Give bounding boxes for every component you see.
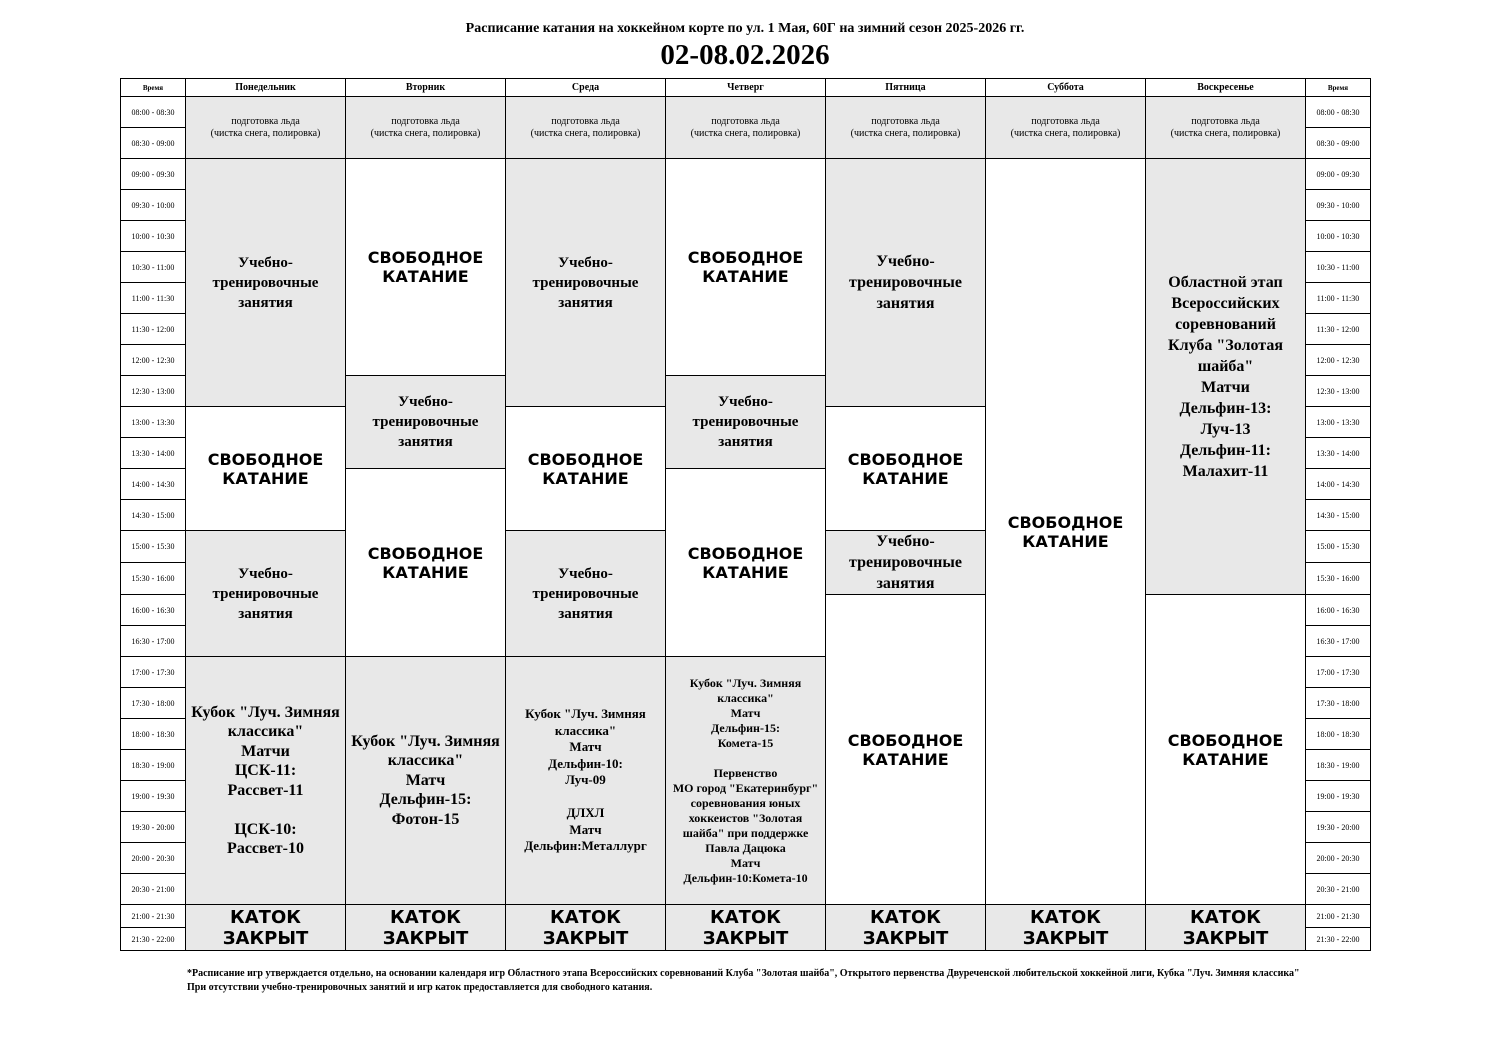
time-cell-right: 21:00 - 21:30 [1306,905,1371,928]
time-cell-left: 12:30 - 13:00 [121,376,186,407]
slot-prep-sunday: подготовка льда (чистка снега, полировка) [1146,97,1306,159]
day-header-friday: Пятница [826,79,986,97]
time-cell-left: 18:30 - 19:00 [121,750,186,781]
slot-prep-thursday: подготовка льда (чистка снега, полировка) [666,97,826,159]
time-cell-right: 10:30 - 11:00 [1306,252,1371,283]
slot-free-tuesday-am: СВОБОДНОЕ КАТАНИЕ [346,159,506,376]
time-cell-right: 19:00 - 19:30 [1306,781,1371,812]
day-header-saturday: Суббота [986,79,1146,97]
time-cell-left: 17:30 - 18:00 [121,688,186,719]
time-cell-left: 13:00 - 13:30 [121,407,186,438]
slot-closed-friday: КАТОК ЗАКРЫТ [826,905,986,951]
time-cell-left: 14:30 - 15:00 [121,500,186,531]
time-cell-left: 19:00 - 19:30 [121,781,186,812]
time-header-left: Время [121,79,186,97]
time-cell-right: 13:00 - 13:30 [1306,407,1371,438]
slot-closed-tuesday: КАТОК ЗАКРЫТ [346,905,506,951]
page-title: Расписание катания на хоккейном корте по ул. 1 Мая, 60Г на зимний сезон 2025-2026 гг. [465,21,1025,36]
time-cell-left: 11:30 - 12:00 [121,314,186,345]
slot-cup-tuesday: Кубок "Луч. Зимняя классика" Матч Дельфин-15: Фотон-15 [346,657,506,905]
time-cell-right: 12:30 - 13:00 [1306,376,1371,407]
slot-closed-thursday: КАТОК ЗАКРЫТ [666,905,826,951]
time-cell-right: 08:00 - 08:30 [1306,97,1371,128]
time-cell-left: 21:00 - 21:30 [121,905,186,928]
time-cell-left: 10:00 - 10:30 [121,221,186,252]
time-cell-right: 17:00 - 17:30 [1306,657,1371,688]
slot-training-wednesday-am: Учебно- тренировочные занятия [506,159,666,407]
time-cell-right: 13:30 - 14:00 [1306,438,1371,469]
day-header-wednesday: Среда [506,79,666,97]
time-cell-right: 10:00 - 10:30 [1306,221,1371,252]
time-cell-left: 13:30 - 14:00 [121,438,186,469]
time-cell-left: 08:30 - 09:00 [121,128,186,159]
time-cell-left: 12:00 - 12:30 [121,345,186,376]
time-cell-left: 20:30 - 21:00 [121,874,186,905]
slot-free-saturday: СВОБОДНОЕ КАТАНИЕ [986,159,1146,905]
time-cell-right: 16:00 - 16:30 [1306,595,1371,626]
day-header-monday: Понедельник [186,79,346,97]
slot-prep-tuesday: подготовка льда (чистка снега, полировка) [346,97,506,159]
time-cell-right: 20:30 - 21:00 [1306,874,1371,905]
time-cell-right: 11:00 - 11:30 [1306,283,1371,314]
slot-free-thursday-am: СВОБОДНОЕ КАТАНИЕ [666,159,826,376]
schedule-table [120,78,1371,951]
footnote [187,967,1367,995]
slot-free-sunday-evening: СВОБОДНОЕ КАТАНИЕ [1146,595,1306,905]
time-cell-left: 18:00 - 18:30 [121,719,186,750]
time-header-right: Время [1306,79,1371,97]
slot-prep-saturday: подготовка льда (чистка снега, полировка) [986,97,1146,159]
time-cell-left: 15:30 - 16:00 [121,563,186,595]
slot-free-thursday-pm: СВОБОДНОЕ КАТАНИЕ [666,469,826,657]
slot-training-friday-pm: Учебно- тренировочные занятия [826,531,986,595]
time-cell-left: 09:30 - 10:00 [121,190,186,221]
day-header-sunday: Воскресенье [1146,79,1306,97]
time-cell-right: 15:30 - 16:00 [1306,563,1371,595]
time-cell-right: 09:30 - 10:00 [1306,190,1371,221]
time-cell-right: 09:00 - 09:30 [1306,159,1371,190]
time-cell-left: 21:30 - 22:00 [121,928,186,951]
header-row [121,79,1371,97]
slot-training-monday-am: Учебно- тренировочные занятия [186,159,346,407]
time-cell-right: 20:00 - 20:30 [1306,843,1371,874]
time-cell-left: 19:30 - 20:00 [121,812,186,843]
slot-regional-sunday: Областной этап Всероссийских соревнований Клуба "Золотая шайба" Матчи Дельфин-13: Луч-13 Дельфин-11: Малахит-11 [1146,159,1306,595]
day-header-tuesday: Вторник [346,79,506,97]
slot-closed-monday: КАТОК ЗАКРЫТ [186,905,346,951]
time-cell-right: 16:30 - 17:00 [1306,626,1371,657]
time-cell-right: 21:30 - 22:00 [1306,928,1371,951]
time-cell-left: 16:30 - 17:00 [121,626,186,657]
slot-prep-friday: подготовка льда (чистка снега, полировка) [826,97,986,159]
footnote-schedule-note: *Расписание игр утверждается отдельно, на основании календаря игр Областного этапа Всероссийских соревнований Клуба "Золотая шайба", Открытого первенства Двуреченской любительской хоккейной лиги, Кубка "Луч. Зимняя классика" [187,968,1300,979]
slot-free-tuesday-pm: СВОБОДНОЕ КАТАНИЕ [346,469,506,657]
time-cell-left: 20:00 - 20:30 [121,843,186,874]
time-cell-right: 08:30 - 09:00 [1306,128,1371,159]
time-cell-right: 19:30 - 20:00 [1306,812,1371,843]
time-cell-left: 10:30 - 11:00 [121,252,186,283]
slot-training-tuesday-midday: Учебно- тренировочные занятия [346,376,506,469]
time-cell-right: 14:30 - 15:00 [1306,500,1371,531]
time-cell-left: 14:00 - 14:30 [121,469,186,500]
slot-prep-wednesday: подготовка льда (чистка снега, полировка) [506,97,666,159]
time-cell-left: 16:00 - 16:30 [121,595,186,626]
time-cell-right: 14:00 - 14:30 [1306,469,1371,500]
time-cell-right: 11:30 - 12:00 [1306,314,1371,345]
slot-cup-wednesday: Кубок "Луч. Зимняя классика" Матч Дельфин-10: Луч-09 ДЛХЛ Матч Дельфин:Металлург [506,657,666,905]
time-cell-left: 09:00 - 09:30 [121,159,186,190]
time-cell-right: 18:00 - 18:30 [1306,719,1371,750]
time-cell-left: 11:00 - 11:30 [121,283,186,314]
slot-prep-monday: подготовка льда (чистка снега, полировка) [186,97,346,159]
time-cell-left: 08:00 - 08:30 [121,97,186,128]
slot-free-monday-midday: СВОБОДНОЕ КАТАНИЕ [186,407,346,531]
time-cell-right: 15:00 - 15:30 [1306,531,1371,563]
time-cell-left: 15:00 - 15:30 [121,531,186,563]
slot-training-friday-am: Учебно- тренировочные занятия [826,159,986,407]
slot-training-thursday-midday: Учебно- тренировочные занятия [666,376,826,469]
slot-closed-sunday: КАТОК ЗАКРЫТ [1146,905,1306,951]
time-cell-right: 12:00 - 12:30 [1306,345,1371,376]
slot-cup-thursday: Кубок "Луч. Зимняя классика" Матч Дельфин-15: Комета-15 Первенство МО город "Екатеринбург" соревнования юных хоккеистов "Золотая шайба" при поддержке Павла Дацюка Матч Дельфин-10:Комета-10 [666,657,826,905]
time-cell-right: 18:30 - 19:00 [1306,750,1371,781]
footnote-free-skating-note: При отсутствии учебно-тренировочных занятий и игр каток предоставляется для свободного катания. [187,982,653,993]
slot-closed-saturday: КАТОК ЗАКРЫТ [986,905,1146,951]
slot-cup-monday: Кубок "Луч. Зимняя классика" Матчи ЦСК-11: Рассвет-11 ЦСК-10: Рассвет-10 [186,657,346,905]
slot-training-wednesday-pm: Учебно- тренировочные занятия [506,531,666,657]
day-header-thursday: Четверг [666,79,826,97]
slot-training-monday-pm: Учебно- тренировочные занятия [186,531,346,657]
slot-closed-wednesday: КАТОК ЗАКРЫТ [506,905,666,951]
slot-free-friday-evening: СВОБОДНОЕ КАТАНИЕ [826,595,986,905]
schedule-date: 02-08.02.2026 [660,39,830,71]
time-cell-right: 17:30 - 18:00 [1306,688,1371,719]
slot-free-friday-midday: СВОБОДНОЕ КАТАНИЕ [826,407,986,531]
time-cell-left: 17:00 - 17:30 [121,657,186,688]
slot-free-wednesday-midday: СВОБОДНОЕ КАТАНИЕ [506,407,666,531]
